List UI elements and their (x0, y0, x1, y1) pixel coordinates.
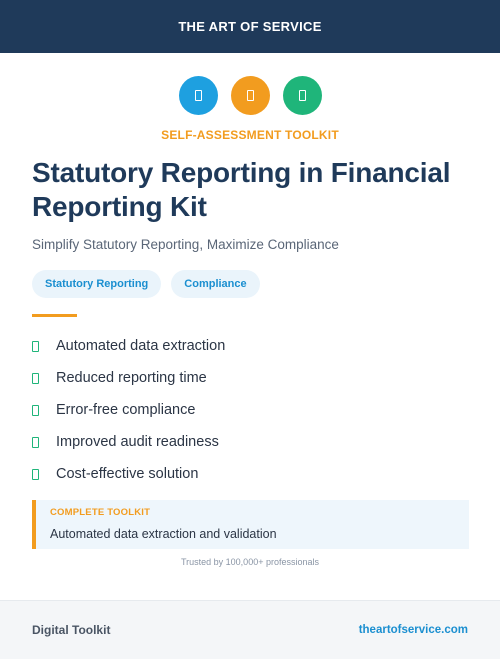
check-icon (32, 437, 39, 448)
clipboard-icon (283, 76, 322, 115)
toolkit-callout (32, 500, 469, 549)
list-item (32, 458, 225, 490)
footer (0, 600, 500, 659)
clipboard-glyph-icon (299, 90, 306, 101)
feature-label: Reduced reporting time (56, 370, 207, 386)
clipboard-glyph-icon (247, 90, 254, 101)
feature-label: Error-free compliance (56, 402, 196, 418)
tag-compliance[interactable]: Compliance (171, 270, 259, 298)
check-icon (32, 341, 39, 352)
icon-row (0, 76, 500, 115)
page-title: Statutory Reporting in Financial Reporting Kit (32, 157, 451, 222)
brand-title: THE ART OF SERVICE (178, 19, 322, 34)
clipboard-icon (231, 76, 270, 115)
trust-note: Trusted by 100,000+ professionals (180, 557, 319, 567)
list-item (32, 394, 225, 426)
subtitle: Simplify Statutory Reporting, Maximize Compliance (32, 237, 339, 252)
list-item (32, 426, 225, 458)
list-item (32, 362, 225, 394)
footer-label: Digital Toolkit (32, 623, 111, 637)
callout-text: Automated data extraction and validation (50, 527, 277, 541)
tag-statutory-reporting[interactable]: Statutory Reporting (32, 270, 161, 298)
list-item (32, 330, 225, 362)
check-icon (32, 405, 39, 416)
check-icon (32, 469, 39, 480)
feature-label: Automated data extraction (56, 338, 226, 354)
callout-heading: COMPLETE TOOLKIT (50, 507, 151, 518)
eyebrow-label: SELF-ASSESSMENT TOOLKIT (161, 128, 339, 142)
check-icon (32, 373, 39, 384)
clipboard-glyph-icon (195, 90, 202, 101)
tag-list (32, 270, 260, 298)
accent-divider (32, 314, 77, 317)
feature-label: Cost-effective solution (56, 466, 199, 482)
header-bar (0, 0, 500, 53)
feature-list (32, 330, 225, 490)
clipboard-icon (179, 76, 218, 115)
feature-label: Improved audit readiness (56, 434, 219, 450)
website-link[interactable]: theartofservice.com (358, 624, 468, 636)
